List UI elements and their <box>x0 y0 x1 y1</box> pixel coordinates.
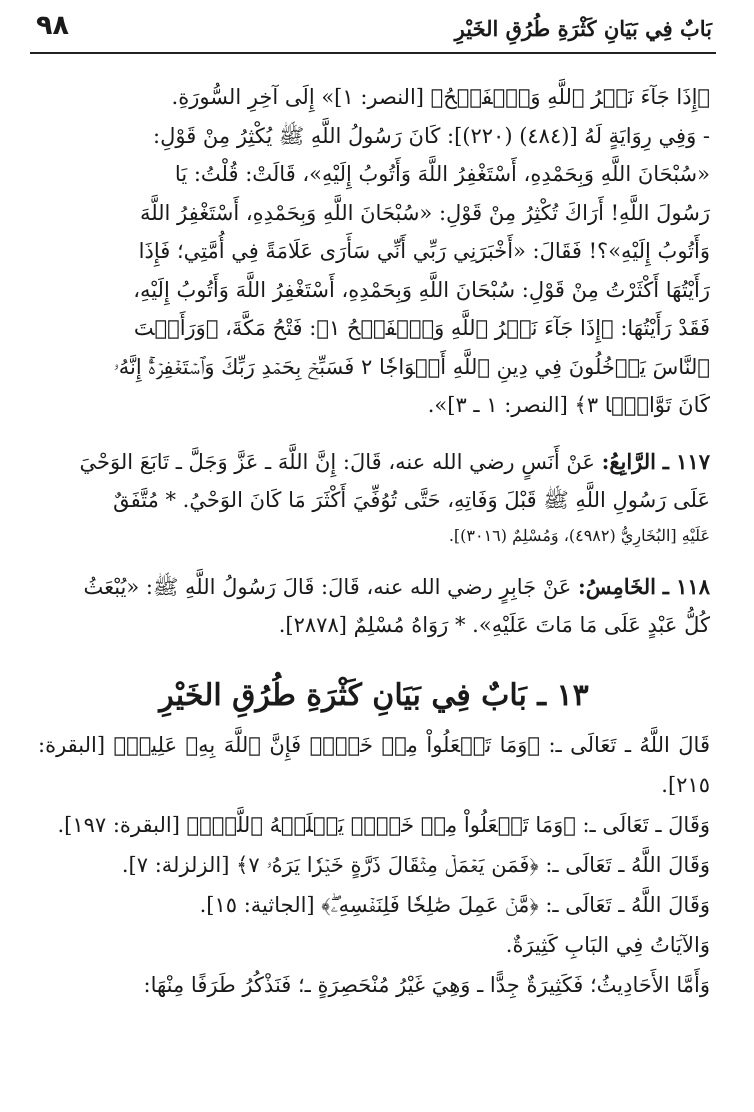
text-line: ﴿إِذَا جَآءَ نَصۡرُ ٱللَّهِ وَٱلۡفَتۡحُ﴾ [النصر: ١]» إِلَى آخِرِ السُّورَةِ. <box>171 85 710 109</box>
hadith-117 <box>38 443 710 552</box>
verse-line: وَالآيَاتُ فِي البَابِ كَثِيرَةٌ. <box>505 932 710 957</box>
verse-line: وَقَالَ اللَّهُ ـ تَعَالَى ـ: ﴿مَّنۡ عَمِلَ صَٰلِحٗا فَلِنَفۡسِهِۦۖ﴾ [الجاثية: ١٥]. <box>199 892 710 917</box>
chapter-title: ١٣ ـ بَابٌ فِي بَيَانِ كَثْرَةِ طُرُقِ الخَيْرِ <box>159 677 589 713</box>
verse-line: وَأَمَّا الأَحَادِيثُ؛ فَكَثِيرَةٌ جِدًّا ـ وَهِيَ غَيْرُ مُنْحَصِرَةٍ ـ؛ فَنَذْكُرُ طَرَفًا مِنْهَا: <box>143 972 710 997</box>
hadith-text: عَنْ جَابِرٍ رضي الله عنه، قَالَ: قَالَ رَسُولُ اللَّهِ ﷺ: «يُبْعَثُ <box>83 574 572 599</box>
page-body <box>38 78 710 1005</box>
text-line: عَلَى رَسُولِ اللَّهِ ﷺ قَبْلَ وَفَاتِهِ، حَتَّى تُوُفِّيَ أَكْثَرَ مَا كَانَ الوَحْيُ. * مُتَّفَقٌ <box>113 488 710 512</box>
running-head: بَابٌ فِي بَيَانِ كَثْرَةِ طُرُقِ الخَيْرِ <box>454 16 712 41</box>
verses-section <box>38 725 710 1005</box>
page-number: ٩٨ <box>36 10 69 41</box>
text-line <box>38 568 710 607</box>
hadith-keyword: الخَامِسُ: <box>578 573 656 599</box>
hadith-number: ١١٧ ـ <box>662 448 710 474</box>
text-line: ٱلنَّاسَ يَدۡخُلُونَ فِي دِينِ ٱللَّهِ أَفۡوَاجٗا ٢ فَسَبِّحۡ بِحَمۡدِ رَبِّكَ وَٱسۡتَغۡفِرۡهُۚ إِنَّهُۥ <box>113 354 710 379</box>
narration-paragraph <box>38 117 710 425</box>
text-line: - وَفِي رِوَايَةٍ لَهُ [(٤٨٤) (٢٢٠)]: كَانَ رَسُولُ اللَّهِ ﷺ يُكْثِرُ مِنْ قَوْلِ: <box>153 123 710 148</box>
hadith-118 <box>38 568 710 645</box>
text-line <box>38 443 710 482</box>
verse-line: وَقَالَ اللَّهُ ـ تَعَالَى ـ: ﴿فَمَن يَعۡمَلۡ مِثۡقَالَ ذَرَّةٍ خَيۡرٗا يَرَهُۥ ٧﴾ [الزلزلة: ٧]. <box>121 852 710 877</box>
text-line: رَسُولَ اللَّهِ! أَرَاكَ تُكْثِرُ مِنْ قَوْلِ: «سُبْحَانَ اللَّهِ وَبِحَمْدِهِ، أَسْتَغْفِرُ اللَّهَ <box>139 200 710 225</box>
verse-line: قَالَ اللَّهُ ـ تَعَالَى ـ: ﴿وَمَا تَفۡعَلُواْ مِنۡ خَيۡرٖ فَإِنَّ ٱللَّهَ بِهِۦ عَلِيمٞ﴾ [البقرة: ٢١٥]. <box>38 732 710 797</box>
page-header <box>30 6 716 54</box>
text-line: كُلُّ عَبْدٍ عَلَى مَا مَاتَ عَلَيْهِ». * رَوَاهُ مُسْلِمٌ [٢٨٧٨]. <box>278 613 710 637</box>
text-line: «سُبْحَانَ اللَّهِ وَبِحَمْدِهِ، أَسْتَغْفِرُ اللَّهَ وَأَتُوبُ إِلَيْهِ»، قَالَتْ: قُلْتُ: يَا <box>174 162 710 186</box>
text-line: فَقَدْ رَأَيْتُهَا: ﴿إِذَا جَآءَ نَصۡرُ ٱللَّهِ وَٱلۡفَتۡحُ ١﴾: فَتْحُ مَكَّةَ، ﴿وَرَأَيۡتَ <box>133 316 710 340</box>
text-line: وَأَتُوبُ إِلَيْهِ»؟! فَقَالَ: «أَخْبَرَنِي رَبِّي أَنِّي سَأَرَى عَلَامَةً فِي أُمَّتِي؛ فَإِذَا <box>138 239 710 263</box>
verse-line: وَقَالَ ـ تَعَالَى ـ: ﴿وَمَا تَفۡعَلُواْ مِنۡ خَيۡرٖ يَعۡلَمۡهُ ٱللَّهُۗ﴾ [البقرة: ١٩٧]. <box>57 812 710 837</box>
text-line: رَأَيْتُهَا أَكْثَرْتُ مِنْ قَوْلِ: سُبْحَانَ اللَّهِ وَبِحَمْدِهِ، أَسْتَغْفِرُ اللَّهَ وَأَتُوبُ إِلَيْهِ، <box>133 277 710 302</box>
hadith-source: عَلَيْهِ [البُخَارِيُّ (٤٩٨٢)، وَمُسْلِمٌ (٣٠١٦)]. <box>448 525 710 545</box>
quran-quote-paragraph <box>38 78 710 117</box>
hadith-number: ١١٨ ـ <box>662 573 710 599</box>
hadith-text: عَنْ أَنَسٍ رضي الله عنه، قَالَ: إِنَّ اللَّهَ ـ عَزَّ وَجَلَّ ـ تَابَعَ الوَحْيَ <box>79 449 595 474</box>
hadith-keyword: الرَّابِعُ: <box>601 448 656 474</box>
text-line: كَانَ تَوَّابَۢا ٣﴾ [النصر: ١ ـ ٣]». <box>427 393 710 417</box>
